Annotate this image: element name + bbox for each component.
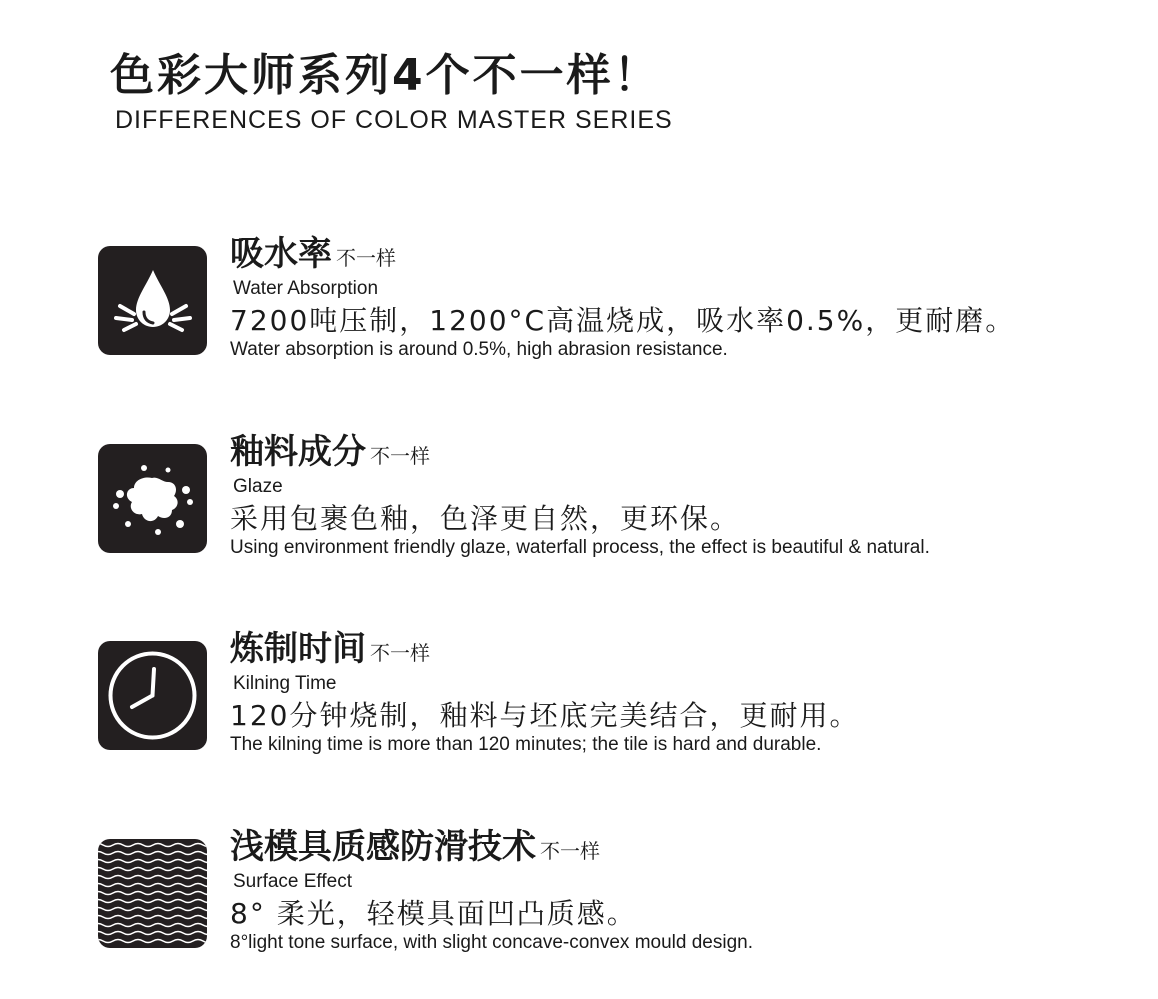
glaze-splash-icon: [98, 444, 207, 553]
wave-line: [98, 940, 207, 943]
feature-glaze: [98, 432, 1138, 558]
wave-line: [98, 868, 207, 871]
wave-texture-icon: [98, 839, 207, 948]
wave-line: [98, 924, 207, 927]
feature-description-zh: 120分钟烧制，釉料与坯底完美结合，更耐用。: [230, 699, 860, 732]
feature-title: 炼制时间 不一样: [230, 629, 430, 669]
water-drop-icon: [98, 246, 207, 355]
feature-title: 浅模具质感防滑技术 不一样: [230, 827, 600, 867]
feature-badge: 不一样: [336, 246, 396, 270]
page-title: 色彩大师系列4个不一样！: [110, 50, 661, 101]
feature-title-en: Surface Effect: [233, 871, 352, 892]
feature-surface-effect: [98, 827, 1138, 953]
page-subtitle: DIFFERENCES OF COLOR MASTER SERIES: [115, 106, 673, 134]
wave-line: [98, 884, 207, 887]
feature-title: 釉料成分 不一样: [230, 432, 430, 472]
feature-badge: 不一样: [370, 444, 430, 468]
feature-water-absorption: [98, 234, 1138, 360]
feature-badge: 不一样: [540, 839, 600, 863]
feature-description-zh: 7200吨压制，1200°C高温烧成，吸水率0.5%，更耐磨。: [230, 304, 1016, 337]
feature-description-zh: 8° 柔光，轻模具面凹凸质感。: [230, 897, 637, 930]
wave-line: [98, 908, 207, 911]
wave-line: [98, 844, 207, 847]
wave-line: [98, 892, 207, 895]
feature-kilning-time: [98, 629, 1138, 755]
feature-description-zh: 采用包裹色釉，色泽更自然，更环保。: [230, 502, 741, 535]
feature-title-en: Kilning Time: [233, 673, 337, 694]
page-header: [110, 50, 673, 135]
feature-title-en: Glaze: [233, 476, 283, 497]
feature-badge: 不一样: [370, 641, 430, 665]
clock-icon: [98, 641, 207, 750]
wave-line: [98, 916, 207, 919]
feature-title: 吸水率 不一样: [230, 234, 396, 274]
wave-line: [98, 852, 207, 855]
feature-description-en: 8°light tone surface, with slight concave-convex mould design.: [230, 932, 753, 953]
feature-description-en: Water absorption is around 0.5%, high abrasion resistance.: [230, 339, 728, 360]
feature-description-en: Using environment friendly glaze, waterfall process, the effect is beautiful & natural.: [230, 537, 930, 558]
wave-line: [98, 900, 207, 903]
feature-description-en: The kilning time is more than 120 minutes; the tile is hard and durable.: [230, 734, 822, 755]
feature-title-en: Water Absorption: [233, 278, 379, 299]
wave-line: [98, 876, 207, 879]
wave-line: [98, 932, 207, 935]
wave-line: [98, 860, 207, 863]
